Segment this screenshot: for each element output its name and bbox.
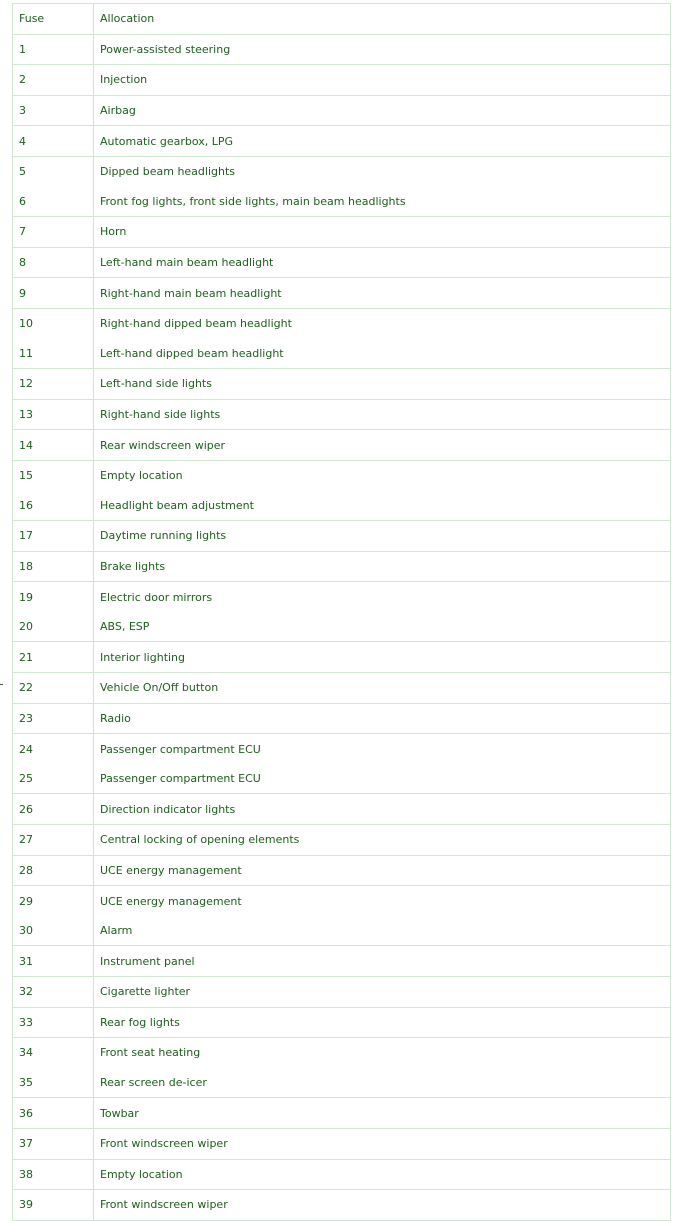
fuse-number-cell: 13 xyxy=(13,399,94,430)
table-header-row xyxy=(13,4,671,35)
fuse-allocation-cell: Rear screen de-icer xyxy=(94,1068,671,1098)
fuse-allocation-cell: Airbag xyxy=(94,95,671,126)
fuse-allocation-cell: Dipped beam headlights xyxy=(94,156,671,186)
fuse-number-cell: 3 xyxy=(13,95,94,126)
table-row xyxy=(13,460,671,490)
fuse-allocation-cell: Empty location xyxy=(94,1159,671,1190)
fuse-allocation-cell: Left-hand dipped beam headlight xyxy=(94,339,671,369)
table-row xyxy=(13,1068,671,1098)
fuse-allocation-cell: Rear fog lights xyxy=(94,1007,671,1038)
fuse-number-cell: 16 xyxy=(13,491,94,521)
table-row xyxy=(13,187,671,217)
fuse-number-cell: 5 xyxy=(13,156,94,186)
fuse-number-cell: 4 xyxy=(13,126,94,157)
header-allocation: Allocation xyxy=(94,4,671,35)
table-row xyxy=(13,430,671,461)
fuse-allocation-cell: Instrument panel xyxy=(94,946,671,977)
table-row xyxy=(13,156,671,186)
table-row xyxy=(13,703,671,734)
fuse-allocation-table xyxy=(12,3,671,1221)
fuse-number-cell: 23 xyxy=(13,703,94,734)
fuse-allocation-cell: Alarm xyxy=(94,916,671,946)
fuse-number-cell: 27 xyxy=(13,825,94,856)
fuse-allocation-cell: Passenger compartment ECU xyxy=(94,764,671,794)
table-row xyxy=(13,34,671,65)
fuse-number-cell: 30 xyxy=(13,916,94,946)
fuse-allocation-cell: Direction indicator lights xyxy=(94,794,671,825)
fuse-table-body xyxy=(13,4,671,1221)
fuse-number-cell: 31 xyxy=(13,946,94,977)
fuse-number-cell: 35 xyxy=(13,1068,94,1098)
table-row xyxy=(13,825,671,856)
fuse-allocation-cell: Front fog lights, front side lights, main beam headlights xyxy=(94,187,671,217)
table-row xyxy=(13,673,671,704)
fuse-allocation-cell: Right-hand side lights xyxy=(94,399,671,430)
fuse-number-cell: 19 xyxy=(13,582,94,612)
table-row xyxy=(13,916,671,946)
fuse-allocation-cell: Injection xyxy=(94,65,671,96)
fuse-number-cell: 7 xyxy=(13,217,94,248)
fuse-number-cell: 34 xyxy=(13,1038,94,1068)
table-row xyxy=(13,369,671,400)
fuse-allocation-cell: Power-assisted steering xyxy=(94,34,671,65)
table-row xyxy=(13,1007,671,1038)
fuse-allocation-cell: Front windscreen wiper xyxy=(94,1190,671,1221)
fuse-number-cell: 6 xyxy=(13,187,94,217)
fuse-allocation-cell: UCE energy management xyxy=(94,886,671,916)
fuse-number-cell: 9 xyxy=(13,278,94,309)
table-row xyxy=(13,1159,671,1190)
fuse-number-cell: 37 xyxy=(13,1128,94,1159)
fuse-allocation-cell: Electric door mirrors xyxy=(94,582,671,612)
fuse-number-cell: 39 xyxy=(13,1190,94,1221)
table-row xyxy=(13,95,671,126)
table-row xyxy=(13,1190,671,1221)
fuse-number-cell: 26 xyxy=(13,794,94,825)
fuse-number-cell: 25 xyxy=(13,764,94,794)
table-row xyxy=(13,794,671,825)
fuse-allocation-cell: Headlight beam adjustment xyxy=(94,491,671,521)
fuse-number-cell: 15 xyxy=(13,460,94,490)
margin-tick-mark xyxy=(0,684,3,685)
fuse-number-cell: 33 xyxy=(13,1007,94,1038)
fuse-allocation-cell: Horn xyxy=(94,217,671,248)
table-row xyxy=(13,521,671,552)
fuse-number-cell: 17 xyxy=(13,521,94,552)
table-row xyxy=(13,734,671,764)
fuse-number-cell: 20 xyxy=(13,612,94,642)
table-row xyxy=(13,977,671,1008)
table-row xyxy=(13,1098,671,1129)
fuse-number-cell: 8 xyxy=(13,247,94,278)
fuse-allocation-cell: Left-hand main beam headlight xyxy=(94,247,671,278)
table-row xyxy=(13,308,671,338)
fuse-allocation-cell: Automatic gearbox, LPG xyxy=(94,126,671,157)
fuse-number-cell: 14 xyxy=(13,430,94,461)
table-row xyxy=(13,764,671,794)
fuse-number-cell: 36 xyxy=(13,1098,94,1129)
fuse-allocation-cell: Passenger compartment ECU xyxy=(94,734,671,764)
fuse-allocation-cell: Cigarette lighter xyxy=(94,977,671,1008)
fuse-allocation-cell: Radio xyxy=(94,703,671,734)
fuse-number-cell: 38 xyxy=(13,1159,94,1190)
table-row xyxy=(13,217,671,248)
fuse-allocation-cell: Left-hand side lights xyxy=(94,369,671,400)
fuse-number-cell: 21 xyxy=(13,642,94,673)
table-row xyxy=(13,247,671,278)
table-row xyxy=(13,339,671,369)
table-row xyxy=(13,1128,671,1159)
table-row xyxy=(13,551,671,582)
fuse-allocation-cell: Central locking of opening elements xyxy=(94,825,671,856)
table-row xyxy=(13,278,671,309)
table-row xyxy=(13,65,671,96)
fuse-number-cell: 22 xyxy=(13,673,94,704)
fuse-number-cell: 1 xyxy=(13,34,94,65)
table-row xyxy=(13,491,671,521)
fuse-allocation-cell: Towbar xyxy=(94,1098,671,1129)
table-row xyxy=(13,886,671,916)
table-row xyxy=(13,612,671,642)
fuse-allocation-cell: ABS, ESP xyxy=(94,612,671,642)
fuse-allocation-cell: Right-hand dipped beam headlight xyxy=(94,308,671,338)
fuse-number-cell: 12 xyxy=(13,369,94,400)
header-fuse: Fuse xyxy=(13,4,94,35)
table-row xyxy=(13,399,671,430)
fuse-number-cell: 2 xyxy=(13,65,94,96)
table-row xyxy=(13,582,671,612)
fuse-number-cell: 18 xyxy=(13,551,94,582)
table-row xyxy=(13,946,671,977)
fuse-allocation-cell: UCE energy management xyxy=(94,855,671,886)
fuse-allocation-cell: Front windscreen wiper xyxy=(94,1128,671,1159)
fuse-number-cell: 28 xyxy=(13,855,94,886)
table-row xyxy=(13,855,671,886)
fuse-allocation-cell: Interior lighting xyxy=(94,642,671,673)
fuse-number-cell: 24 xyxy=(13,734,94,764)
fuse-allocation-cell: Vehicle On/Off button xyxy=(94,673,671,704)
fuse-number-cell: 29 xyxy=(13,886,94,916)
fuse-allocation-cell: Daytime running lights xyxy=(94,521,671,552)
fuse-allocation-cell: Empty location xyxy=(94,460,671,490)
table-row xyxy=(13,126,671,157)
table-row xyxy=(13,1038,671,1068)
fuse-allocation-cell: Rear windscreen wiper xyxy=(94,430,671,461)
fuse-number-cell: 10 xyxy=(13,308,94,338)
fuse-number-cell: 11 xyxy=(13,339,94,369)
fuse-allocation-cell: Front seat heating xyxy=(94,1038,671,1068)
fuse-allocation-cell: Brake lights xyxy=(94,551,671,582)
table-row xyxy=(13,642,671,673)
fuse-number-cell: 32 xyxy=(13,977,94,1008)
fuse-allocation-cell: Right-hand main beam headlight xyxy=(94,278,671,309)
